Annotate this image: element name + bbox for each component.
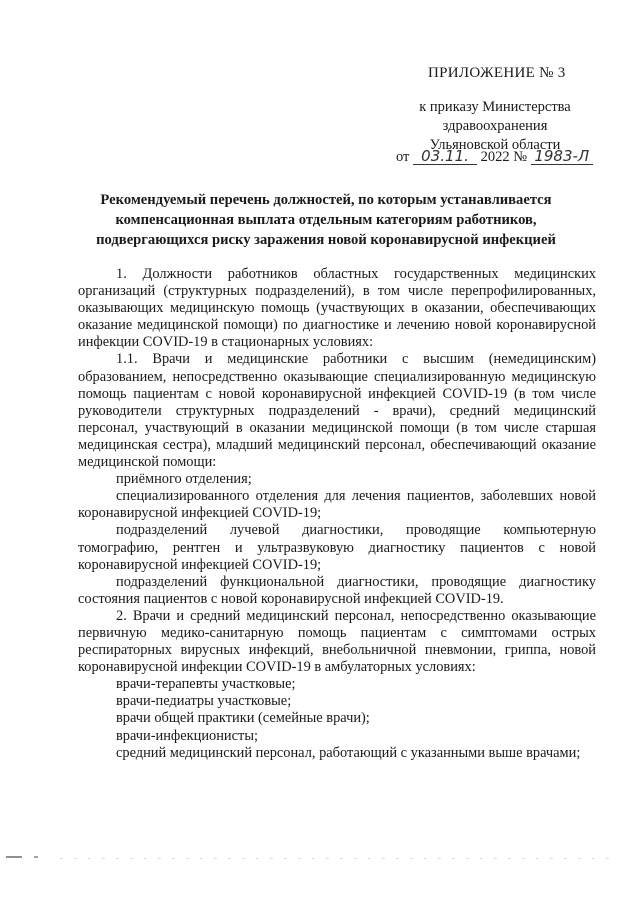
list-item: врачи общей практики (семейные врачи); [116,710,370,727]
paragraph-section-1-1: 1.1. Врачи и медицинские работники с высшим (немедицинским) образованием, непосредственно оказывающие специализированную медицинскую помощь пациентам с новой коронавирусной инфекцией COVID-19 (в том числе руководители структурных подразделений - врачи), средний медицинский персонал, участвующий в оказании медицинской помощи (в том числе старшая медицинская сестра), младший медицинский персонал, обеспечивающий оказание медицинской помощи: [78,351,596,471]
year-number-label: 2022 № [480,149,528,165]
handwritten-date: 03.11. [413,148,477,165]
ministry-line: Ульяновской области [429,137,561,153]
list-item: специализированного отделения для лечения пациентов, заболевших новой коронавирусной инфекцией COVID-19; [78,488,596,522]
title-line: Рекомендуемый перечень должностей, по которым устанавливается [100,192,552,208]
list-item: подразделений лучевой диагностики, проводящие компьютерную томографию, рентген и ультразвуковую диагностику пациентов с новой коронавирусной инфекцией COVID-19; [78,522,596,573]
list-item: приёмного отделения; [116,471,252,488]
paragraph-section-1: 1. Должности работников областных государственных медицинских организаций (структурных подразделений), в том числе перепрофилированных, оказывающих медицинскую помощь (участвующих в оказании, обеспечивающих оказание медицинской помощи) по диагностике и лечению новой коронавирусной инфекции COVID-19 в стационарных условиях: [78,266,596,351]
list-item: подразделений функциональной диагностики, проводящие диагностику состояния пациентов с новой коронавирусной инфекцией COVID-19. [78,573,596,607]
date-prefix: от [396,149,410,165]
order-date-line [396,148,593,166]
list-item: врачи-педиатры участковые; [116,693,292,710]
paragraph-section-2: 2. Врачи и средний медицинский персонал, непосредственно оказывающие первичную медико-санитарную помощь пациентам с симптомами острых респираторных вирусных инфекций, внебольничной пневмонии, гриппа, новой коронавирусной инфекции COVID-19 в амбулаторных условиях: [78,607,596,676]
document-body [78,266,596,762]
handwritten-order-number: 1983-Л [531,148,593,165]
list-item: врачи-терапевты участковые; [116,676,296,693]
appendix-label: ПРИЛОЖЕНИЕ № 3 [428,65,566,81]
title-line: компенсационная выплата отдельным категориям работников, [115,212,537,228]
ministry-line: здравоохранения [442,118,548,134]
document-title [78,190,574,250]
document-header [0,0,640,170]
ministry-line: к приказу Министерства [419,99,571,115]
title-line: подвергающихся риску заражения новой коронавирусной инфекцией [96,232,556,248]
list-item: врачи-инфекционисты; [116,727,258,744]
scan-artifact [60,858,620,859]
list-item: средний медицинский персонал, работающий с указанными выше врачами; [116,744,581,761]
